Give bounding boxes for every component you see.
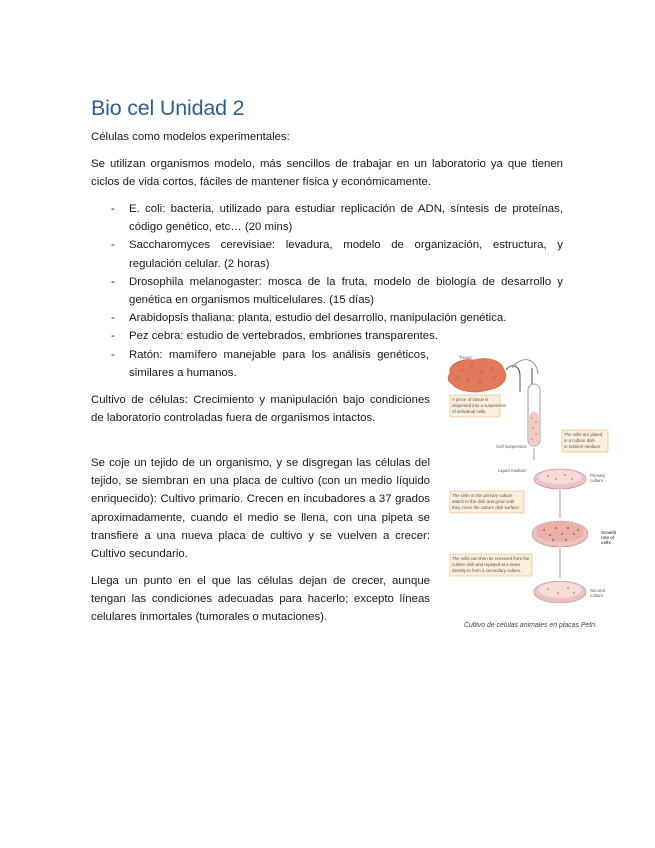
- cell-culture-figure: [440, 348, 616, 638]
- tissue-paragraph: Se coje un tejido de un organismo, y se disgregan las células del tejido, se siembran en una placa de cultivo (con un medio líquido enriquecido): Cultivo primario. Crecen en incubadores a 37 grados aproximadamente, cuando el medio se llena, con una pipeta se transfiere a una nueva placa de cultivo y se vuelven a crecer: Cultivo secundario.: [91, 457, 430, 561]
- step4-line: The cells can then be removed from the: [452, 556, 530, 561]
- cell-culture-paragraph: Cultivo de células: Crecimiento y manipulación bajo condiciones de laboratorio controladas fuera de organismos intactos.: [91, 394, 430, 425]
- list-item: - Pez cebra: estudio de vertebrados, embriones transparentes.: [91, 327, 563, 345]
- liquid-medium-label: Liquid medium: [498, 468, 527, 473]
- list-item: - Arabidopsis thaliana: planta, estudio del desarrollo, manipulación genética.: [91, 309, 563, 327]
- tissue-illustration: [448, 358, 506, 392]
- step3-line: The cells in this primary culture: [452, 493, 513, 498]
- pipette-icon: [506, 366, 520, 392]
- step4-line: density to form a secondary culture.: [452, 568, 522, 573]
- step1-line: dispersed into a suspension: [452, 403, 507, 408]
- secondary-culture-label: culture: [590, 593, 604, 598]
- list-item: - Drosophila melanogaster: mosca de la fruta, modelo de biología de desarrollo y genética en organismos multicelulares. (15 días): [91, 273, 563, 309]
- growth-limit-paragraph: Llega un punto en el que las células dejan de crecer, aunque tengan las condiciones adecuadas para hacerlo; excepto líneas celulares inmortales (tumorales o mutaciones).: [91, 575, 430, 624]
- secondary-culture-label: Second: [590, 588, 605, 593]
- step2-line: The cells are plated: [564, 432, 603, 437]
- figure-caption: Cultivo de células animales en placas Petri.: [464, 622, 597, 629]
- growth-rate-label: rate of: [601, 535, 615, 540]
- step1-line: of individual cells.: [452, 409, 487, 414]
- intro-text: Células como modelos experimentales:: [91, 131, 290, 143]
- growth-rate-label: cells: [601, 540, 611, 545]
- page-title: Bio cel Unidad 2: [91, 96, 245, 120]
- step1-line: A piece of tissue is: [452, 397, 489, 402]
- step4-line: culture dish and replated at a lower: [452, 562, 521, 567]
- list-item: - Ratón: mamífero manejable para los análisis genéticos, similares a humanos.: [91, 346, 429, 382]
- primary-culture-label: Primary: [590, 473, 606, 478]
- growth-rate-label: Growth: [601, 530, 616, 535]
- tissue-label: Tissue: [459, 355, 472, 360]
- cell-suspension-label: Cell suspension: [496, 444, 527, 449]
- step3-line: they cover the culture dish surface.: [452, 505, 521, 510]
- list-item: - E. coli: bacteria, utilizado para estudiar replicación de ADN, síntesis de proteínas, código genético, etc… (20 mins): [91, 200, 563, 236]
- model-organisms-paragraph: Se utilizan organismos modelo, más sencillos de trabajar en un laboratorio ya que tienen ciclos de vida cortos, fáciles de mantener física y económicamente.: [91, 158, 563, 189]
- step3-line: attach to the dish and grow until: [452, 499, 514, 504]
- primary-culture-label: culture: [590, 478, 604, 483]
- step2-line: in nutrient medium.: [564, 444, 602, 449]
- step2-line: in a culture dish: [564, 438, 595, 443]
- list-item: - Saccharomyces cerevisiae: levadura, modelo de organización, estructura, y regulación celular. (2 horas): [91, 236, 563, 272]
- cell-culture-diagram: [440, 348, 616, 620]
